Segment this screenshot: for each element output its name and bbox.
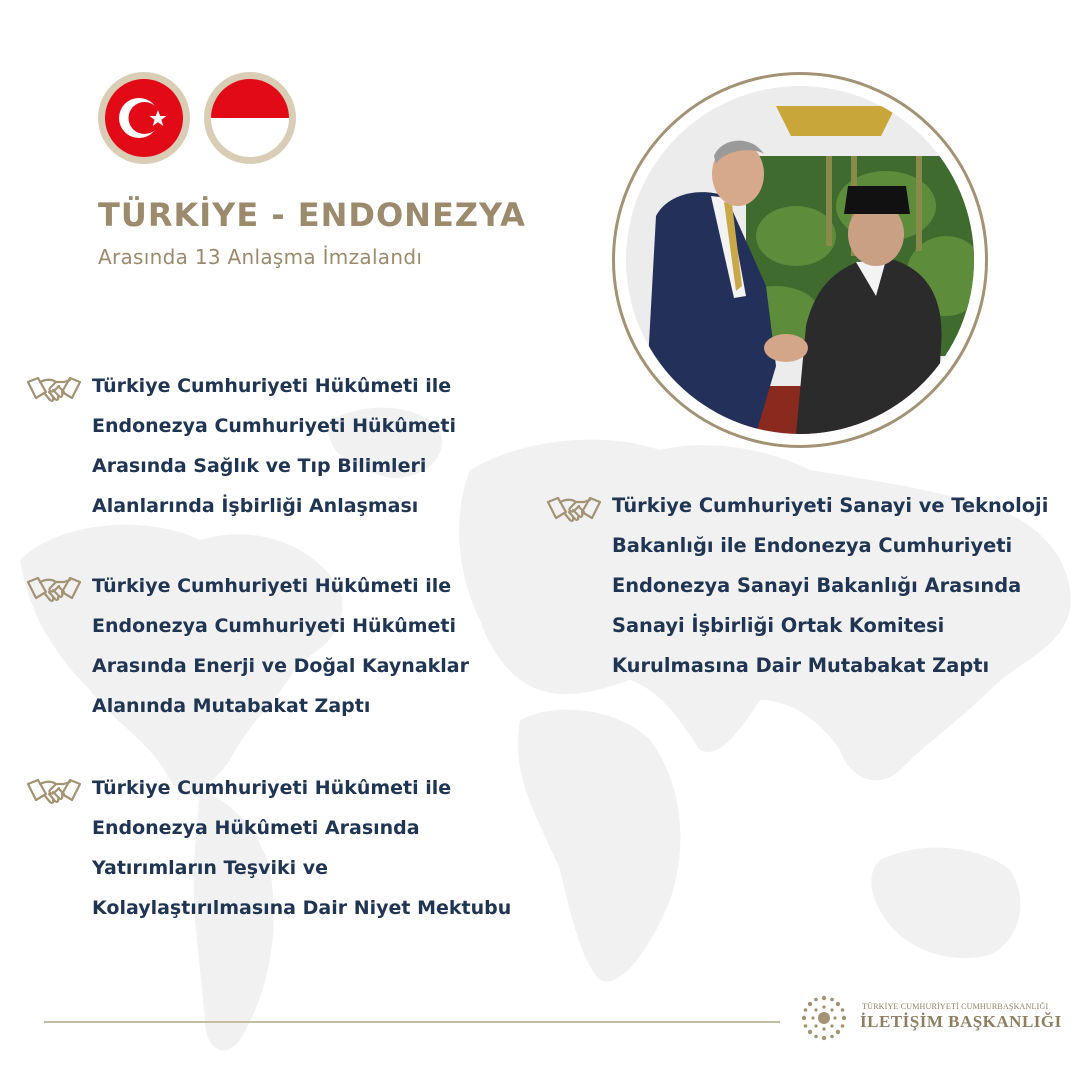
page-subtitle: Arasında 13 Anlaşma İmzalandı [98,245,423,269]
handshake-photo [626,86,974,434]
agreement-item [26,566,526,736]
indonesia-flag-icon [211,79,289,157]
indonesia-flag [204,72,296,164]
turkey-flag-icon [105,79,183,157]
turkey-flag [98,72,190,164]
handshake-icon [546,490,602,530]
handshake-icon [26,772,82,812]
page-title: TÜRKİYE - ENDONEZYA [98,196,526,234]
handshake-icon [26,570,82,610]
agreement-item [26,366,526,536]
footer-org-small: TÜRKİYE CUMHURİYETİ CUMHURBAŞKANLIĞI [862,1002,1049,1011]
handshake-icon [26,370,82,410]
agreement-item [546,486,1066,696]
agreement-text: Türkiye Cumhuriyeti Hükûmeti ile Endonezya Hükûmeti Arasında Yatırımların Teşviki ve Kolaylaştırılmasına Dair Niyet Mektubu [92,777,512,919]
agreement-text: Türkiye Cumhuriyeti Sanayi ve Teknoloji Bakanlığı ile Endonezya Cumhuriyeti Endonezya Sanayi Bakanlığı Arasında Sanayi İşbirliği Ortak Komitesi Kurulmasına Dair Mutabakat Zaptı [612,494,1049,677]
star-emblem-icon [796,990,852,1046]
footer-org-main: İLETİŞİM BAŞKANLIĞI [860,1012,1062,1031]
agreement-item [26,768,526,938]
agreement-text: Türkiye Cumhuriyeti Hükûmeti ile Endonezya Cumhuriyeti Hükûmeti Arasında Sağlık ve Tıp Bilimleri Alanlarında İşbirliği Anlaşması [92,375,457,517]
footer-divider [44,1021,780,1023]
agreement-text: Türkiye Cumhuriyeti Hükûmeti ile Endonezya Cumhuriyeti Hükûmeti Arasında Enerji ve Doğal Kaynaklar Alanında Mutabakat Zaptı [92,575,469,717]
